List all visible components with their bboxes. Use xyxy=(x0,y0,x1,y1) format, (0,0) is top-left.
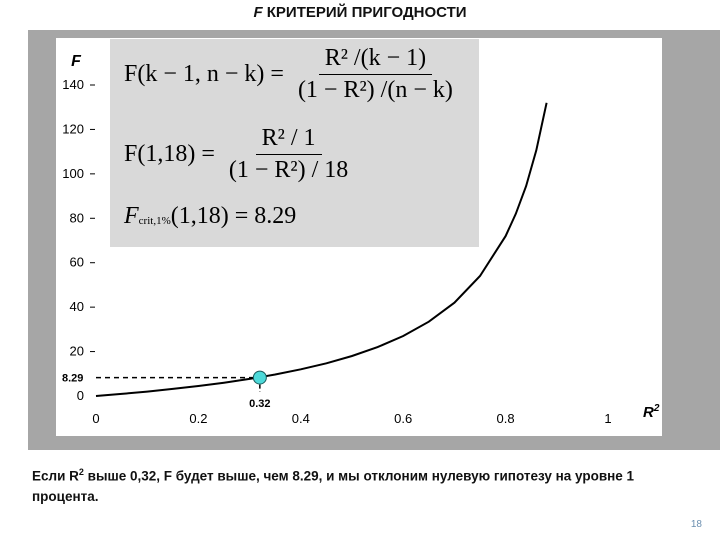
formula-general-denominator: (1 − R²) /(n − k) xyxy=(297,77,453,103)
formula-specific-lhs: F(1,18) = xyxy=(124,141,215,167)
formula-critical-subscript: crit,1% xyxy=(138,215,171,227)
critical-r2-label: 0.32 xyxy=(249,398,271,410)
formula-specific-denominator: (1 − R²) / 18 xyxy=(228,157,349,183)
x-tick-label: 0.8 xyxy=(496,411,515,426)
x-axis-label-superscript: 2 xyxy=(653,403,660,414)
footer-text xyxy=(32,462,692,507)
formula-specific-numerator: R² / 1 xyxy=(256,125,322,155)
formula-specific-fraction xyxy=(223,125,354,184)
formula-general-fraction xyxy=(292,45,459,104)
y-tick-label: 0 xyxy=(76,388,84,403)
critical-f-label: 8.29 xyxy=(62,372,84,385)
title-text: КРИТЕРИЙ ПРИГОДНОСТИ xyxy=(262,4,467,21)
x-tick-label: 0.2 xyxy=(189,411,208,426)
x-tick-label: 1 xyxy=(604,411,612,426)
formula-critical-rest: (1,18) = 8.29 xyxy=(170,203,297,229)
y-tick-label: 20 xyxy=(69,343,84,359)
x-tick-label: 0.4 xyxy=(291,411,310,426)
title-italic-f: F xyxy=(253,4,263,21)
x-tick-label: 0 xyxy=(92,411,100,426)
footer-text-end: выше 0,32, F будет выше, чем 8.29, и мы отклоним нулевую гипотезу на уровне 1 процента. xyxy=(32,468,635,504)
y-tick-label: 60 xyxy=(69,254,84,270)
formula-box xyxy=(110,39,479,247)
formula-general-numerator: R² /(k − 1) xyxy=(319,45,432,75)
y-tick-label: 40 xyxy=(69,299,84,315)
formula-general xyxy=(124,45,459,104)
formula-general-lhs: F(k − 1, n − k) = xyxy=(124,61,284,87)
critical-point-marker xyxy=(253,371,266,384)
y-tick-label: 80 xyxy=(69,210,84,226)
formula-critical xyxy=(124,203,296,230)
y-axis-label: F xyxy=(71,53,81,70)
y-tick-label: 100 xyxy=(62,165,84,181)
y-tick-label: 140 xyxy=(62,77,84,92)
footer-text-start: Если R xyxy=(32,468,79,484)
formula-critical-f: F xyxy=(124,203,139,229)
x-tick-label: 0.6 xyxy=(394,411,413,426)
page-number: 18 xyxy=(690,519,702,530)
x-axis-label: $R^2$ xyxy=(643,403,660,421)
formula-specific xyxy=(124,125,354,184)
y-tick-label: 120 xyxy=(62,121,84,137)
footer-superscript: 2 xyxy=(78,467,84,477)
